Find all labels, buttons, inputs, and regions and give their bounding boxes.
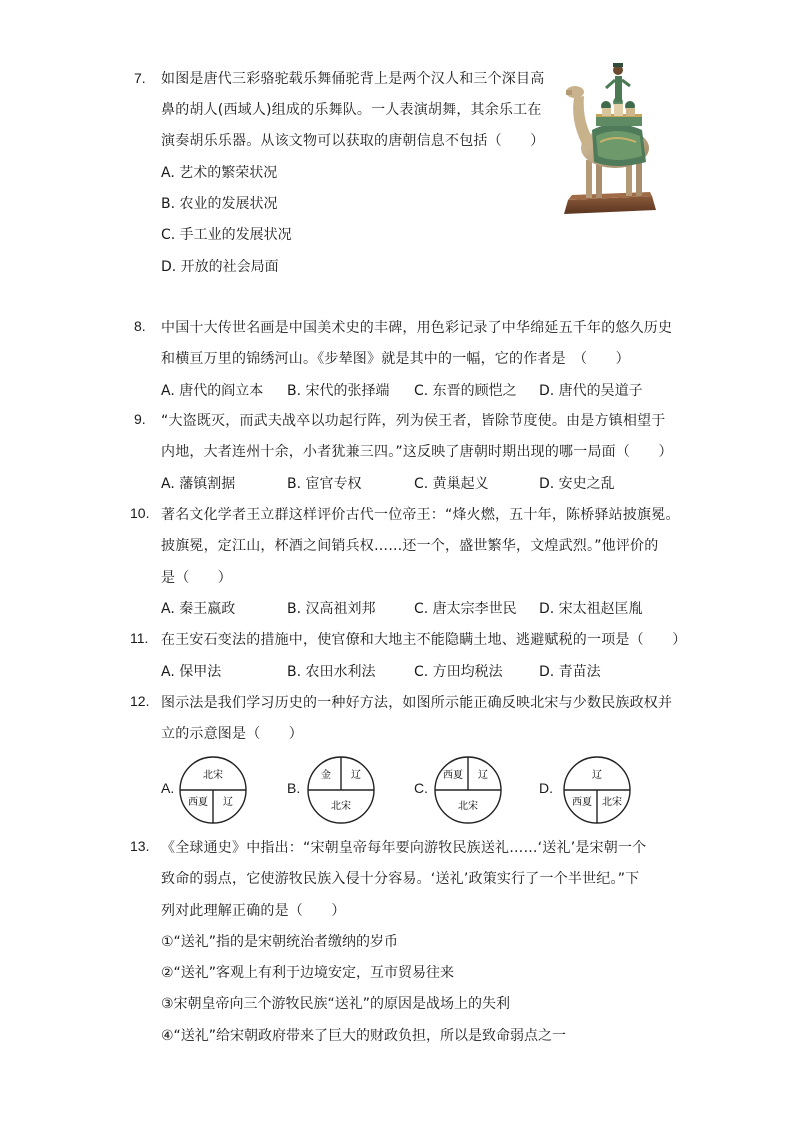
question-13-statement-3: ③宋朝皇帝向三个游牧民族“送礼”的原因是战场上的失利 — [161, 996, 511, 1012]
question-7-option-a[interactable]: A. 艺术的繁荣状况 — [161, 165, 278, 181]
question-12-option-c[interactable]: C. — [414, 780, 428, 796]
question-11-option-c[interactable]: C. 方田均税法 — [414, 664, 503, 680]
circle-b-bottom-label: 北宋 — [331, 801, 351, 812]
circle-d-bottom-right-label: 北宋 — [602, 797, 622, 808]
question-13-statement-2: ②“送礼”客观上有利于边境安定，互市贸易往来 — [161, 965, 455, 981]
question-10-option-d[interactable]: D. 宋太祖赵匡胤 — [539, 601, 643, 617]
circle-d-top-label: 辽 — [592, 770, 602, 781]
question-13-statement-1: ①“送礼”指的是宋朝统治者缴纳的岁币 — [161, 934, 399, 950]
question-11-option-d[interactable]: D. 青苗法 — [539, 664, 601, 680]
circle-d-bottom-left-label: 西夏 — [572, 797, 592, 808]
question-10-number: 10. — [130, 505, 150, 521]
diagram-circle-b[interactable] — [306, 755, 376, 829]
question-9-option-c[interactable]: C. 黄巢起义 — [414, 476, 489, 492]
question-8-number: 8. — [134, 318, 146, 334]
circle-b-top-right-label: 辽 — [351, 770, 361, 781]
question-13-statement-4: ④“送礼”给宋朝政府带来了巨大的财政负担，所以是致命弱点之一 — [161, 1028, 567, 1044]
question-7-option-c[interactable]: C. 手工业的发展状况 — [161, 227, 292, 243]
question-8-line-2: 和横亘万里的锦绣河山。《步辇图》就是其中的一幅，它的作者是 （ ） — [161, 351, 630, 367]
question-11-number: 11. — [130, 630, 149, 646]
question-13-number: 13. — [130, 838, 150, 854]
question-11-option-b[interactable]: B. 农田水利法 — [287, 664, 376, 680]
diagram-circle-c[interactable] — [433, 755, 503, 829]
circle-b-top-left-label: 金 — [321, 770, 331, 781]
question-9-option-a[interactable]: A. 藩镇割据 — [161, 476, 236, 492]
question-10-line-2: 披旗冕，定江山，杯酒之间销兵权……还一个，盛世繁华，文煌武烈。”他评价的 — [161, 538, 659, 554]
question-7-line-2: 鼻的胡人(西域人)组成的乐舞队。一人表演胡舞，其余乐工在 — [161, 102, 542, 118]
question-10-option-b[interactable]: B. 汉高祖刘邦 — [287, 601, 376, 617]
question-12-option-b[interactable]: B. — [287, 780, 301, 796]
circle-a-bottom-left-label: 西夏 — [188, 797, 208, 808]
question-8-option-d[interactable]: D. 唐代的吴道子 — [539, 383, 643, 399]
question-13-line-1: 《全球通史》中指出：“宋朝皇帝每年要向游牧民族送礼……‘送礼’是宋朝一个 — [161, 840, 647, 856]
circle-c-top-left-label: 西夏 — [443, 770, 463, 781]
circle-a-top-label: 北宋 — [203, 770, 223, 781]
question-10-line-3: 是（ ） — [161, 570, 232, 586]
question-11-line-1: 在王安石变法的措施中，使官僚和大地主不能隐瞒土地、逃避赋税的一项是（ ） — [161, 632, 687, 648]
question-12-line-1: 图示法是我们学习历史的一种好方法，如图所示能正确反映北宋与少数民族政权并 — [161, 695, 673, 711]
question-9-line-2: 内地，大者连州十余，小者犹兼三四。”这反映了唐朝时期出现的哪一局面（ ） — [161, 444, 673, 460]
question-8-option-b[interactable]: B. 宋代的张择端 — [287, 383, 390, 399]
question-9-number: 9. — [134, 411, 146, 427]
question-11-option-a[interactable]: A. 保甲法 — [161, 664, 222, 680]
question-12-option-a[interactable]: A. — [161, 780, 175, 796]
question-10-line-1: 著名文化学者王立群这样评价古代一位帝王：“烽火燃，五十年，陈桥驿站披旗冕。 — [161, 507, 680, 523]
question-7-line-3: 演奏胡乐乐器。从该文物可以获取的唐朝信息不包括（ ） — [161, 133, 545, 149]
question-9-option-b[interactable]: B. 宦官专权 — [287, 476, 362, 492]
circle-c-bottom-label: 北宋 — [458, 801, 478, 812]
question-12-line-2: 立的示意图是（ ） — [161, 726, 303, 742]
circle-a-bottom-right-label: 辽 — [223, 797, 233, 808]
circle-c-top-right-label: 辽 — [478, 770, 488, 781]
question-8-option-a[interactable]: A. 唐代的阎立本 — [161, 383, 264, 399]
question-12-number: 12. — [130, 693, 150, 709]
question-13-line-2: 致命的弱点，它使游牧民族入侵十分容易。‘送礼’政策实行了一个半世纪。”下 — [161, 871, 640, 887]
question-8-option-c[interactable]: C. 东晋的顾恺之 — [414, 383, 517, 399]
diagram-circle-d[interactable] — [562, 755, 632, 829]
diagram-circle-a[interactable] — [178, 755, 248, 829]
question-9-line-1: “大盗既灭，而武夫战卒以功起行阵，列为侯王者，皆除节度使。由是方镇相望于 — [161, 413, 666, 429]
question-10-option-a[interactable]: A. 秦王嬴政 — [161, 601, 236, 617]
question-10-option-c[interactable]: C. 唐太宗李世民 — [414, 601, 517, 617]
question-12-option-d[interactable]: D. — [539, 780, 553, 796]
question-7-option-d[interactable]: D. 开放的社会局面 — [161, 259, 279, 275]
question-7-option-b[interactable]: B. 农业的发展状况 — [161, 196, 278, 212]
question-8-line-1: 中国十大传世名画是中国美术史的丰碑，用色彩记录了中华绵延五千年的悠久历史 — [161, 320, 673, 336]
question-7-line-1: 如图是唐代三彩骆驼载乐舞俑驼背上是两个汉人和三个深目高 — [161, 71, 545, 87]
question-9-option-d[interactable]: D. 安史之乱 — [539, 476, 615, 492]
question-13-line-3: 列对此理解正确的是（ ） — [161, 903, 346, 919]
camel-figurine-image — [560, 52, 660, 216]
question-7-number: 7. — [134, 70, 146, 86]
